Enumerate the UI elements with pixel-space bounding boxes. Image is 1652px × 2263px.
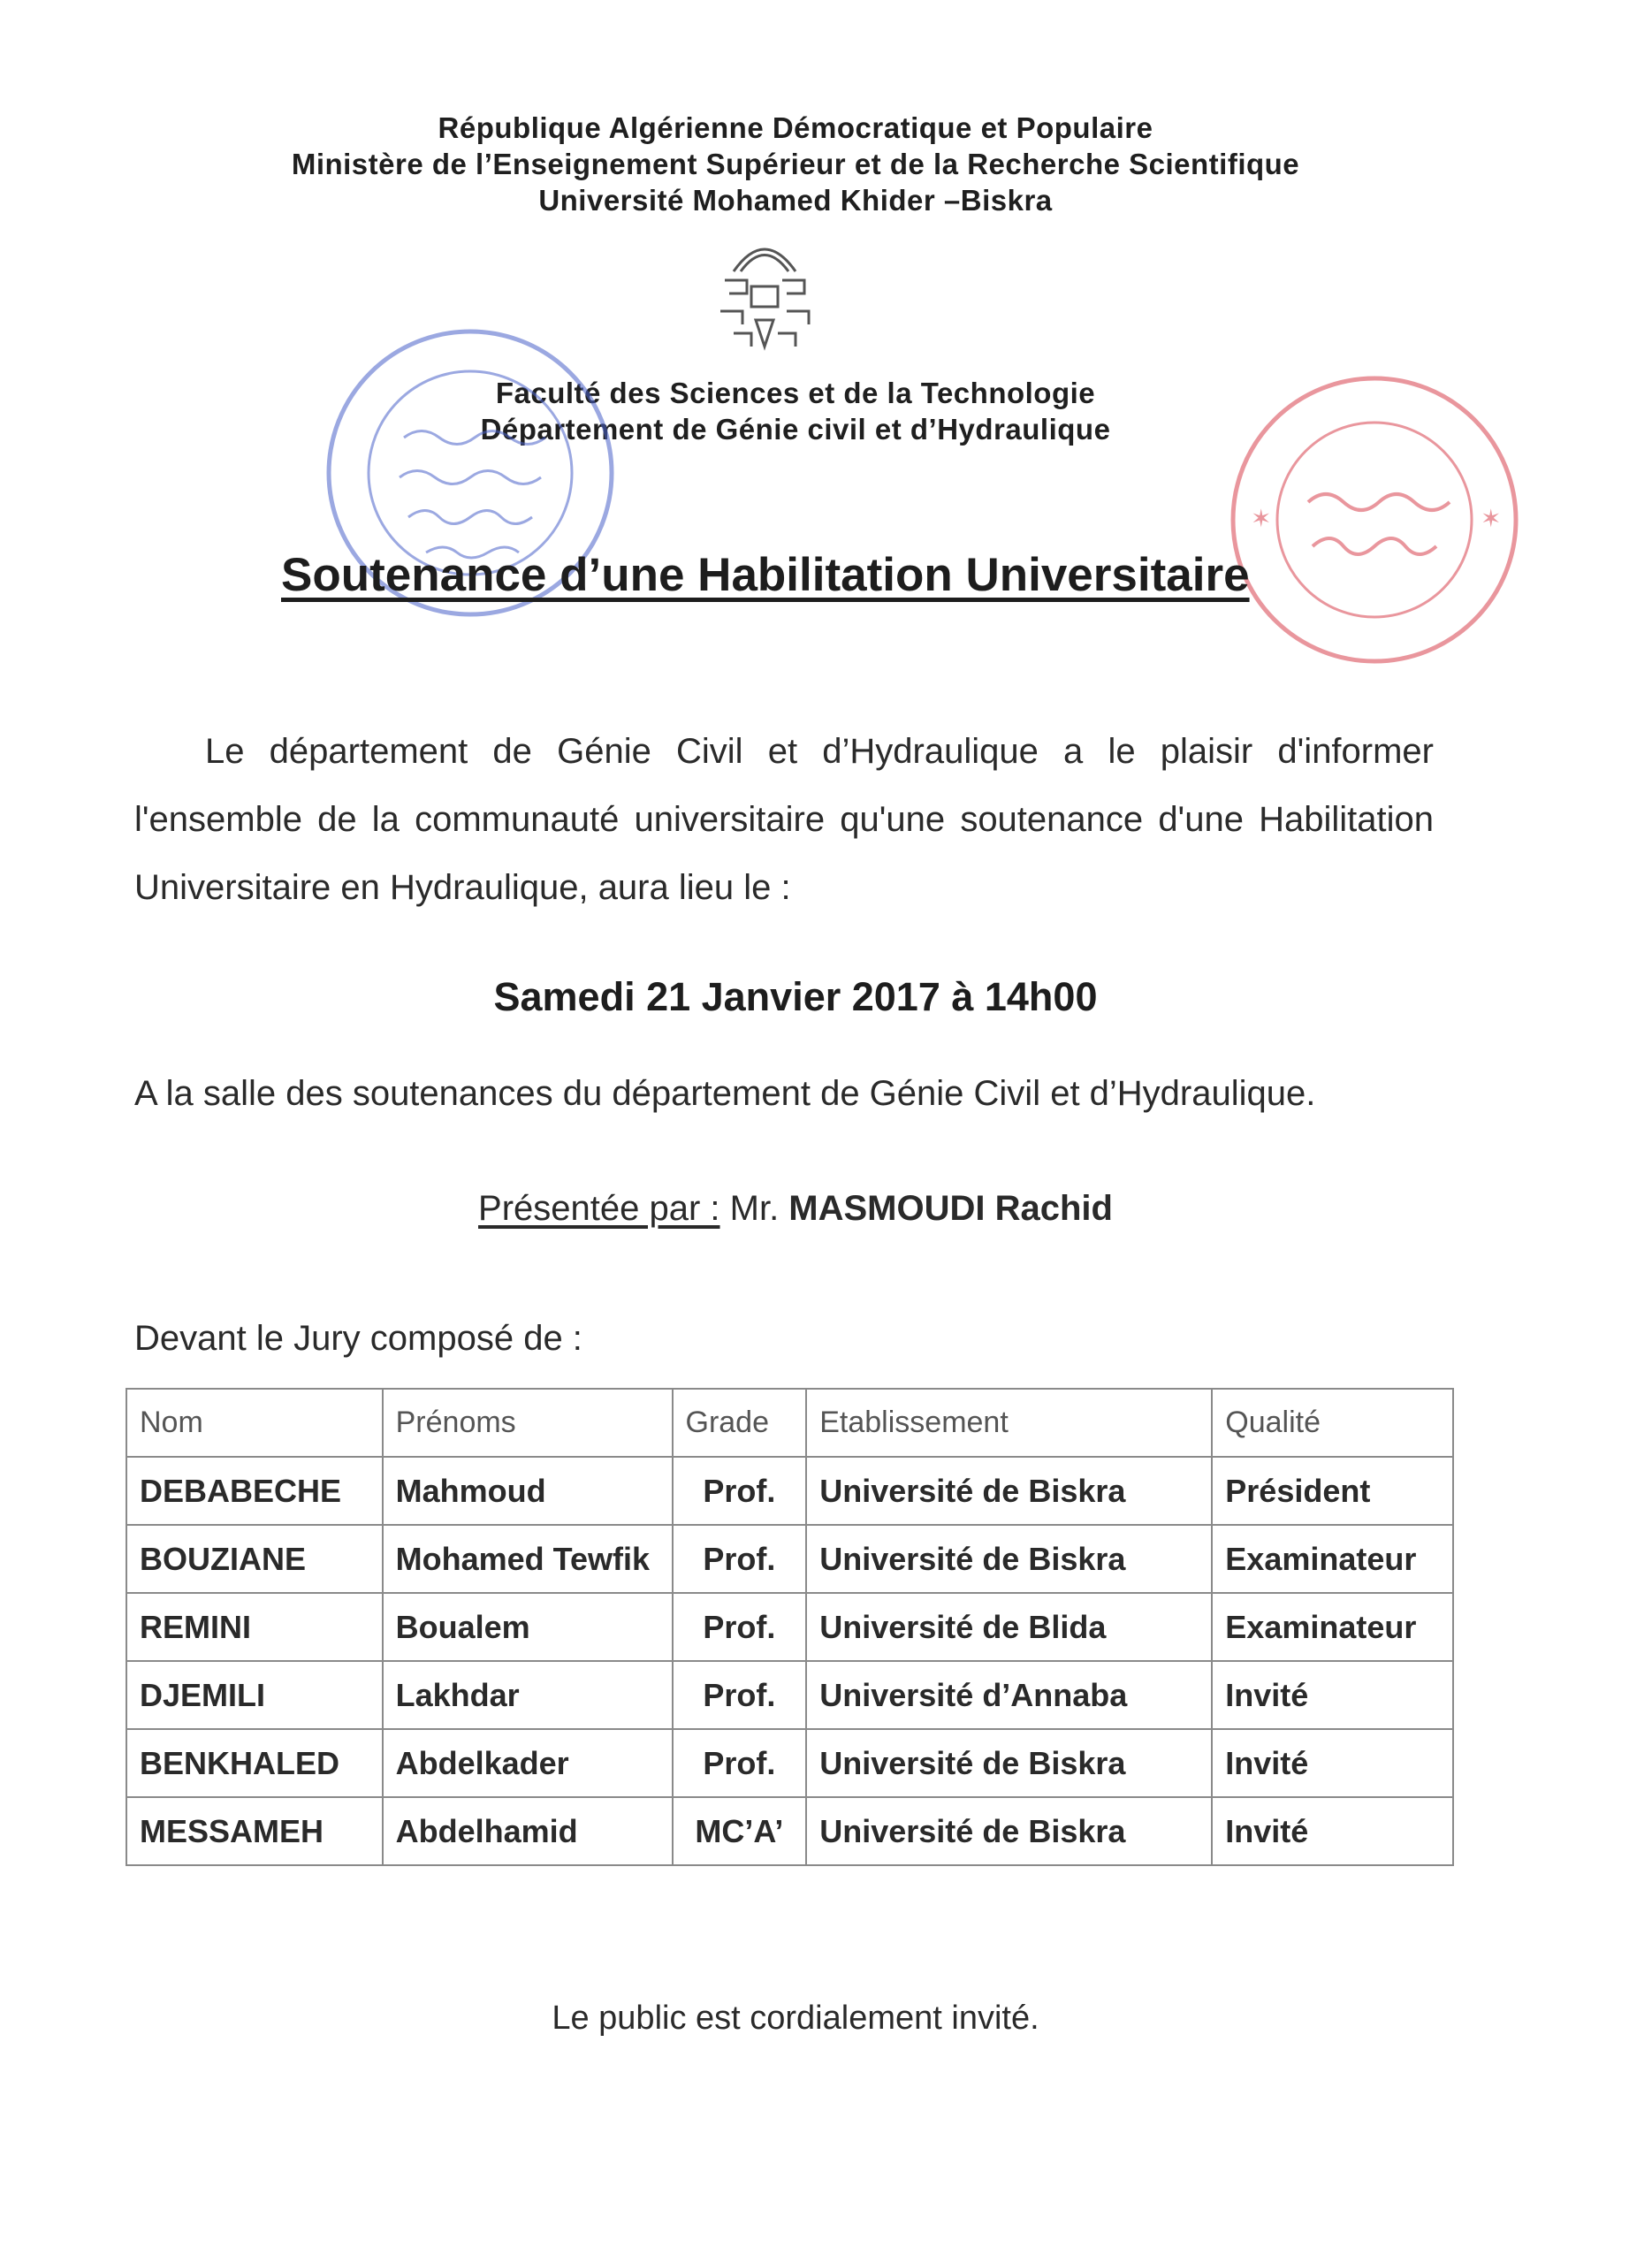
jury-grade: MC’A’	[673, 1797, 807, 1865]
jury-nom: BOUZIANE	[126, 1525, 383, 1593]
jury-etablissement: Université de Biskra	[806, 1525, 1212, 1593]
table-row	[126, 1797, 1453, 1865]
jury-nom: DJEMILI	[126, 1661, 383, 1729]
jury-qualite: Président	[1212, 1457, 1453, 1525]
jury-etablissement: Université de Biskra	[806, 1797, 1212, 1865]
republic-header: République Algérienne Démocratique et Populaire	[438, 111, 1153, 144]
jury-nom: BENKHALED	[126, 1729, 383, 1797]
table-row	[126, 1661, 1453, 1729]
jury-prenom: Mohamed Tewfik	[383, 1525, 673, 1593]
column-header-etablissement: Etablissement	[806, 1389, 1212, 1457]
jury-prenom: Mahmoud	[383, 1457, 673, 1525]
svg-text:✶: ✶	[1481, 504, 1502, 533]
jury-etablissement: Université de Biskra	[806, 1729, 1212, 1797]
university-header: Université Mohamed Khider –Biskra	[538, 184, 1053, 217]
date-time: Samedi 21 Janvier 2017 à 14h00	[493, 974, 1098, 1019]
jury-qualite: Invité	[1212, 1729, 1453, 1797]
jury-nom: REMINI	[126, 1593, 383, 1661]
jury-qualite: Invité	[1212, 1661, 1453, 1729]
jury-prenom: Abdelhamid	[383, 1797, 673, 1865]
jury-grade: Prof.	[673, 1525, 807, 1593]
table-row	[126, 1525, 1453, 1593]
presenter-name: MASMOUDI Rachid	[788, 1189, 1113, 1228]
jury-etablissement: Université d’Annaba	[806, 1661, 1212, 1729]
presenter-label: Présentée par :	[478, 1189, 720, 1228]
table-header-row	[126, 1389, 1453, 1457]
jury-qualite: Invité	[1212, 1797, 1453, 1865]
venue-text: A la salle des soutenances du département de Génie Civil et d’Hydraulique.	[134, 1074, 1316, 1113]
jury-etablissement: Université de Biskra	[806, 1457, 1212, 1525]
presenter-line	[0, 1189, 1591, 1229]
jury-etablissement: Université de Blida	[806, 1593, 1212, 1661]
closing-text: Le public est cordialement invité.	[552, 2000, 1039, 2037]
jury-table	[126, 1388, 1454, 1866]
presenter-title: Mr.	[719, 1189, 789, 1228]
table-row	[126, 1593, 1453, 1661]
table-row	[126, 1457, 1453, 1525]
table-row	[126, 1729, 1453, 1797]
column-header-nom: Nom	[126, 1389, 383, 1457]
jury-grade: Prof.	[673, 1729, 807, 1797]
column-header-prenoms: Prénoms	[383, 1389, 673, 1457]
ministry-header: Ministère de l’Enseignement Supérieur et de la Recherche Scientifique	[291, 148, 1300, 180]
jury-grade: Prof.	[673, 1661, 807, 1729]
jury-qualite: Examinateur	[1212, 1525, 1453, 1593]
jury-grade: Prof.	[673, 1593, 807, 1661]
jury-nom: DEBABECHE	[126, 1457, 383, 1525]
jury-qualite: Examinateur	[1212, 1593, 1453, 1661]
department-header: Département de Génie civil et d’Hydraulique	[480, 413, 1111, 446]
red-stamp	[1224, 370, 1525, 670]
university-logo	[707, 223, 822, 355]
column-header-qualite: Qualité	[1212, 1389, 1453, 1457]
document-title: Soutenance d’une Habilitation Universitaire	[281, 549, 1250, 601]
jury-intro: Devant le Jury composé de :	[134, 1319, 582, 1358]
faculty-header: Faculté des Sciences et de la Technologie	[495, 377, 1096, 409]
jury-nom: MESSAMEH	[126, 1797, 383, 1865]
announcement-text: Le département de Génie Civil et d’Hydraulique a le plaisir d'informer l'ensemble de la communauté universitaire qu'une soutenance d'une Habilitation Universitaire en Hydraulique, aura lieu le :	[134, 732, 1434, 907]
jury-grade: Prof.	[673, 1457, 807, 1525]
column-header-grade: Grade	[673, 1389, 807, 1457]
jury-prenom: Boualem	[383, 1593, 673, 1661]
jury-prenom: Lakhdar	[383, 1661, 673, 1729]
announcement-paragraph	[134, 718, 1434, 922]
jury-prenom: Abdelkader	[383, 1729, 673, 1797]
svg-text:✶: ✶	[1251, 504, 1272, 533]
